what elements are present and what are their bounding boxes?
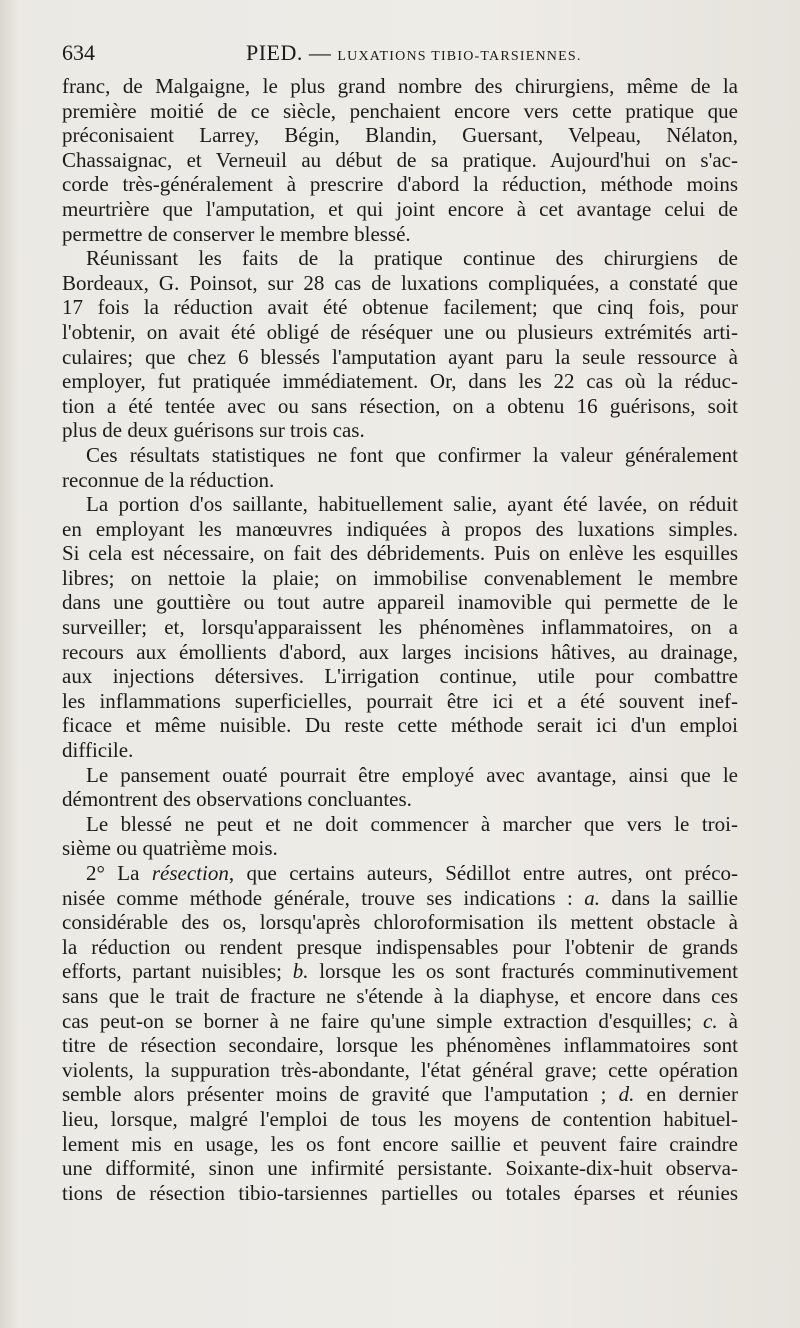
italic-term: d. bbox=[618, 1082, 635, 1107]
text-line bbox=[62, 886, 738, 911]
text-line: Réunissant les faits de la pratique continue des chirurgiens de bbox=[86, 246, 738, 271]
section-subtitle: LUXATIONS TIBIO-TARSIENNES. bbox=[337, 49, 582, 64]
text-line: en employant les manœuvres indiquées à propos des luxations simples. bbox=[62, 516, 738, 541]
italic-term: résection bbox=[151, 861, 229, 885]
text-line: démontrent des observations concluantes. bbox=[62, 787, 412, 812]
text-line bbox=[62, 1082, 738, 1107]
text-line bbox=[62, 959, 738, 984]
running-header bbox=[62, 40, 738, 68]
text-line: reconnue de la réduction. bbox=[62, 467, 275, 492]
text-fragment: 2° La bbox=[86, 861, 152, 885]
text-line: violents, la suppuration très-abondante, l'état général grave; cette opération bbox=[62, 1057, 738, 1082]
italic-term: c. bbox=[703, 1008, 718, 1033]
text-fragment: , que certains auteurs, Sédillot entre autres, ont préco- bbox=[228, 861, 738, 885]
text-line: dans une gouttière ou tout autre appareil inamovible qui permette de le bbox=[62, 590, 738, 615]
text-line: plus de deux guérisons sur trois cas. bbox=[62, 418, 365, 443]
text-line: préconisaient Larrey, Bégin, Blandin, Guersant, Velpeau, Nélaton, bbox=[62, 123, 738, 148]
text-line: Bordeaux, G. Poinsot, sur 28 cas de luxations compliquées, a constaté que bbox=[62, 270, 738, 295]
text-line: permettre de conserver le membre blessé. bbox=[62, 221, 411, 246]
running-title bbox=[246, 40, 582, 66]
text-line: surveiller; et, lorsqu'apparaissent les phénomènes inflammatoires, on a bbox=[62, 615, 738, 640]
text-fragment: dans la saillie bbox=[599, 885, 738, 910]
text-line: La portion d'os saillante, habituellement salie, ayant été lavée, on réduit bbox=[86, 492, 738, 517]
text-line: culaires; que chez 6 blessés l'amputation ayant paru la seule ressource à bbox=[62, 344, 738, 369]
text-line: aux injections détersives. L'irrigation continue, utile pour combattre bbox=[62, 664, 738, 689]
text-line: meurtrière que l'amputation, et qui joint encore à cet avantage celui de bbox=[62, 196, 738, 221]
text-line: considérable des os, lorsqu'après chloroformisation ils mettent obstacle à bbox=[62, 910, 738, 935]
text-line: recours aux émollients d'abord, aux larges incisions hâtives, au drainage, bbox=[62, 639, 738, 664]
text-line: sans que le trait de fracture ne s'étende à la diaphyse, et encore dans ces bbox=[62, 983, 738, 1008]
text-line: la réduction ou rendent presque indispensables pour l'obtenir de grands bbox=[62, 934, 738, 959]
text-line: ficace et même nuisible. Du reste cette méthode serait ici d'un emploi bbox=[62, 713, 738, 738]
text-line: Le pansement ouaté pourrait être employé avec avantage, ainsi que le bbox=[86, 762, 738, 787]
text-line bbox=[62, 861, 738, 886]
text-fragment: semble alors présenter moins de gravité que l'amputation ; bbox=[62, 1082, 619, 1107]
text-fragment: lorsque les os sont fracturés comminutivement bbox=[308, 959, 738, 984]
text-line: titre de résection secondaire, lorsque les phénomènes inflammatoires sont bbox=[62, 1033, 738, 1058]
text-line: employer, fut pratiquée immédiatement. Or, dans les 22 cas où la réduc- bbox=[62, 369, 738, 394]
text-line: Si cela est nécessaire, on fait des débridements. Puis on enlève les esquilles bbox=[62, 541, 738, 566]
page-number: 634 bbox=[62, 40, 95, 65]
title-separator: — bbox=[308, 40, 332, 65]
text-fragment: nisée comme méthode générale, trouve ses indications : bbox=[62, 885, 585, 910]
text-line bbox=[62, 1009, 738, 1034]
text-line: difficile. bbox=[62, 738, 134, 763]
text-fragment: efforts, partant nuisibles; bbox=[62, 959, 293, 984]
text-line: Ces résultats statistiques ne font que confirmer la valeur généralement bbox=[86, 442, 738, 467]
text-fragment: en dernier bbox=[634, 1082, 738, 1107]
text-line: les inflammations superficielles, pourrait être ici et a été souvent inef- bbox=[62, 688, 738, 713]
text-line: tion a été tentée avec ou sans résection, on a obtenu 16 guérisons, soit bbox=[62, 393, 738, 418]
text-line: tions de résection tibio-tarsiennes partielles ou totales éparses et réunies bbox=[62, 1180, 738, 1205]
italic-term: a. bbox=[584, 885, 600, 910]
text-fragment: à bbox=[717, 1008, 738, 1033]
italic-term: b. bbox=[292, 959, 309, 984]
text-line: première moitié de ce siècle, penchaient encore vers cette pratique que bbox=[62, 98, 738, 123]
text-line: une difformité, sinon une infirmité persistante. Soixante-dix-huit observa- bbox=[62, 1156, 738, 1181]
text-line: sième ou quatrième mois. bbox=[62, 836, 278, 861]
text-line: lieu, lorsque, malgré l'emploi de tous les moyens de contention habituel- bbox=[62, 1106, 738, 1131]
text-line: franc, de Malgaigne, le plus grand nombre des chirurgiens, même de la bbox=[62, 74, 738, 98]
body-text bbox=[62, 74, 738, 1205]
text-fragment: cas peut-on se borner à ne faire qu'une simple extraction d'esquilles; bbox=[62, 1008, 704, 1033]
text-line: 17 fois la réduction avait été obtenue facilement; que cinq fois, pour bbox=[62, 295, 738, 320]
text-line: corde très-généralement à prescrire d'abord la réduction, méthode moins bbox=[62, 172, 738, 197]
section-title: PIED. bbox=[246, 40, 303, 65]
text-line: Chassaignac, et Verneuil au début de sa pratique. Aujourd'hui on s'ac- bbox=[62, 147, 738, 172]
text-line: l'obtenir, on avait été obligé de réséquer une ou plusieurs extrémités arti- bbox=[62, 319, 738, 344]
text-line: lement mis en usage, les os font encore saillie et peuvent faire craindre bbox=[62, 1131, 738, 1156]
text-line: libres; on nettoie la plaie; on immobilise convenablement le membre bbox=[62, 565, 738, 590]
text-line: Le blessé ne peut et ne doit commencer à marcher que vers le troi- bbox=[86, 811, 738, 836]
